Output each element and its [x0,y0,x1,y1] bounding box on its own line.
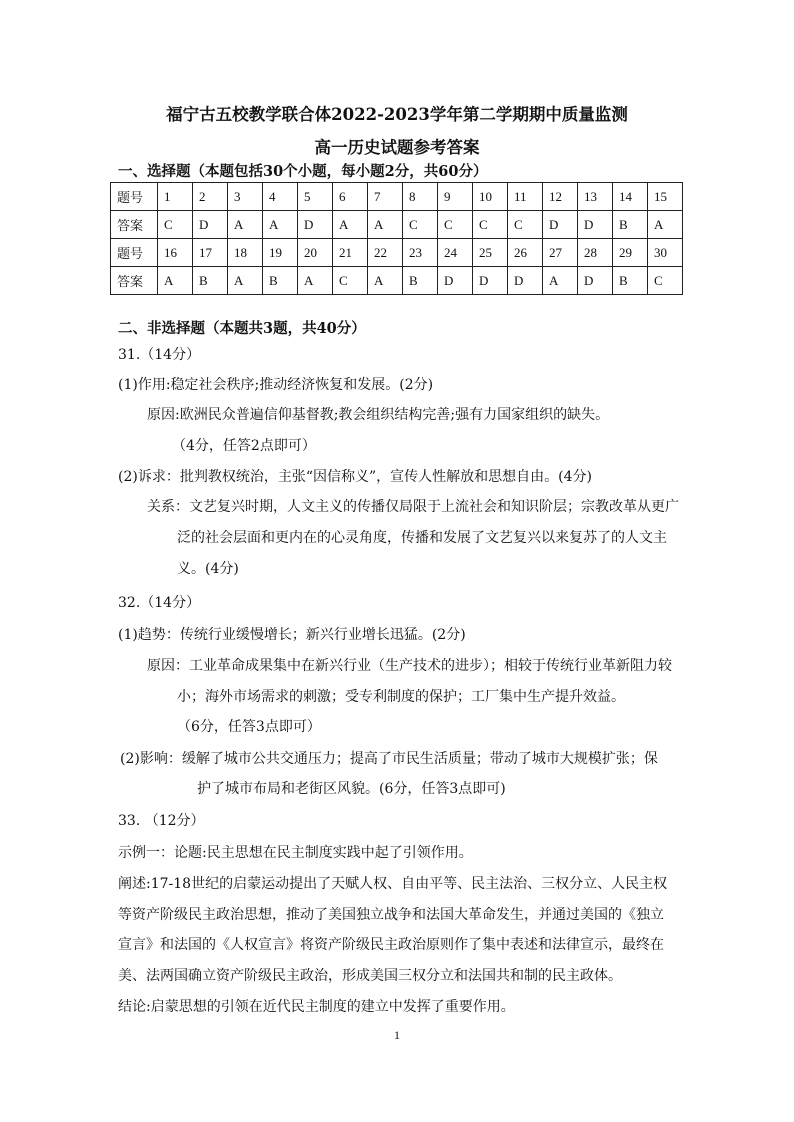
answer-line: 等资产阶级民主政治思想，推动了美国独立战争和法国大革命发生，并通过美国的《独立 [118,907,664,923]
table-cell: 8 [403,183,438,211]
section1-heading: 一、选择题（本题包括30个小题，每小题2分，共60分） [118,163,488,180]
table-cell: A [228,211,263,239]
table-cell: 12 [543,183,578,211]
table-cell: D [578,267,613,295]
table-cell: 24 [438,239,473,267]
section2-heading: 二、非选择题（本题共3题，共40分） [118,320,366,337]
table-cell: C [158,211,193,239]
answer-table [110,182,683,295]
answer-line: 小；海外市场需求的刺激；受专利制度的保护；工厂集中生产提升效益。 [177,689,625,705]
table-cell: 11 [508,183,543,211]
table-cell: A [543,267,578,295]
table-cell: A [298,267,333,295]
table-cell: 23 [403,239,438,267]
answer-line: （6分，任答3点即可） [177,719,321,735]
table-cell: 28 [578,239,613,267]
table-cell: D [578,211,613,239]
table-cell: 5 [298,183,333,211]
table-row [111,211,683,239]
table-cell: 27 [543,239,578,267]
answer-line: 原因:欧洲民众普遍信仰基督教;教会组织结构完善;强有力国家组织的缺失。 [147,407,610,423]
answer-line: 关系：文艺复兴时期，人文主义的传播仅局限于上流社会和知识阶层；宗教改革从更广 [147,499,679,515]
answer-line: 护了城市布局和老街区风貌。(6分，任答3点即可) [197,781,506,797]
table-cell: A [263,211,298,239]
table-cell: 2 [193,183,228,211]
table-cell: 21 [333,239,368,267]
answer-line: 结论:启蒙思想的引领在近代民主制度的建立中发挥了重要作用。 [118,999,515,1015]
table-cell: D [298,211,333,239]
table-cell: 25 [473,239,508,267]
table-cell: 15 [648,183,683,211]
table-cell: C [333,267,368,295]
table-cell: 17 [193,239,228,267]
q31-heading: 31.（14分） [118,347,201,363]
exam-title: 福宁古五校教学联合体2022-2023学年第二学期期中质量监测 [166,105,628,124]
q32-heading: 32.（14分） [118,595,201,611]
table-cell: D [508,267,543,295]
answer-line: (2)影响：缓解了城市公共交通压力；提高了市民生活质量；带动了城市大规模扩张；保 [120,751,658,767]
table-cell: A [158,267,193,295]
table-cell: 1 [158,183,193,211]
answer-line: 示例一：论题:民主思想在民主制度实践中起了引领作用。 [118,845,473,861]
row-label: 题号 [111,239,158,267]
table-cell: C [403,211,438,239]
row-label: 题号 [111,183,158,211]
exam-subtitle: 高一历史试题参考答案 [314,138,480,157]
table-row [111,267,683,295]
table-cell: B [263,267,298,295]
table-cell: C [438,211,473,239]
q33-heading: 33. （12分） [118,813,205,829]
answer-line: 宣言》和法国的《人权宣言》将资产阶级民主政治原则作了集中表述和法律宣示，最终在 [118,937,664,953]
table-cell: D [543,211,578,239]
row-label: 答案 [111,267,158,295]
table-cell: 16 [158,239,193,267]
table-cell: B [193,267,228,295]
table-cell: 26 [508,239,543,267]
table-cell: 29 [613,239,648,267]
answer-line: (1)趋势：传统行业缓慢增长；新兴行业增长迅猛。(2分) [118,627,466,643]
table-cell: A [648,211,683,239]
table-cell: 14 [613,183,648,211]
table-cell: 3 [228,183,263,211]
table-cell: A [368,267,403,295]
table-cell: 20 [298,239,333,267]
table-cell: D [193,211,228,239]
answer-line: (2)诉求：批判教权统治，主张“因信称义”，宣传人性解放和思想自由。(4分) [118,469,592,485]
answer-line: 美、法两国确立资产阶级民主政治，形成美国三权分立和法国共和制的民主政体。 [118,968,622,984]
table-cell: 18 [228,239,263,267]
page-number: 1 [394,1028,400,1042]
table-cell: C [473,211,508,239]
answer-line: 义。(4分) [177,561,239,577]
table-cell: C [648,267,683,295]
table-cell: 4 [263,183,298,211]
table-row [111,239,683,267]
table-cell: 13 [578,183,613,211]
row-label: 答案 [111,211,158,239]
table-cell: D [473,267,508,295]
table-cell: B [613,267,648,295]
table-cell: A [333,211,368,239]
table-cell: C [508,211,543,239]
answer-line: 原因：工业革命成果集中在新兴行业（生产技术的进步）；相较于传统行业革新阻力较 [147,658,672,674]
answer-line: 泛的社会层面和更内在的心灵角度，传播和发展了文艺复兴以来复苏了的人文主 [177,530,667,546]
table-cell: 30 [648,239,683,267]
table-cell: 22 [368,239,403,267]
answer-line: (1)作用:稳定社会秩序;推动经济恢复和发展。(2分) [118,377,434,393]
table-row [111,183,683,211]
table-cell: 10 [473,183,508,211]
table-cell: 19 [263,239,298,267]
table-cell: B [613,211,648,239]
table-cell: B [403,267,438,295]
table-cell: 9 [438,183,473,211]
table-cell: D [438,267,473,295]
table-cell: 7 [368,183,403,211]
answer-line: 阐述:17-18世纪的启蒙运动提出了天赋人权、自由平等、民主法治、三权分立、人民主权 [118,876,668,892]
table-cell: 6 [333,183,368,211]
table-cell: A [368,211,403,239]
answer-line: （4分，任答2点即可） [172,438,316,454]
table-cell: A [228,267,263,295]
